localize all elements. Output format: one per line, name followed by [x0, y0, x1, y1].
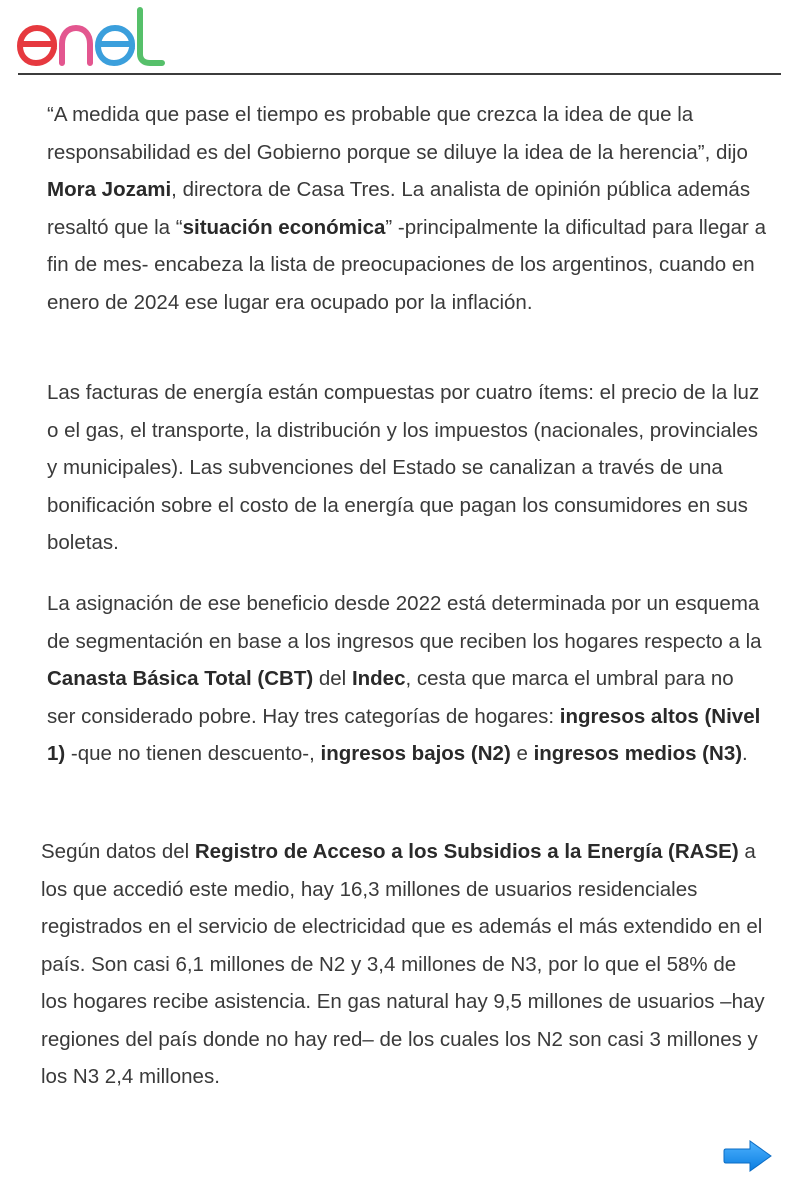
- arrow-right-icon[interactable]: [722, 1138, 774, 1174]
- page-header: [0, 0, 800, 76]
- bold-term: ingresos altos (Nivel 1): [47, 704, 761, 765]
- article-paragraph-4: Según datos del Registro de Acceso a los Subsidios a la Energía (RASE) a los que accedió este medio, hay 16,3 millones de usuarios residenciales registrados en el servicio de electricidad que es además el más extendido en el país. Son casi 6,1 millones de N2 y 3,4 millones de N3, por lo que el 58% de los hogares recibe asistencia. En gas natural hay 9,5 millones de usuarios –hay regiones del país donde no hay red– de los cuales los N2 son casi 3 millones y los N3 2,4 millones.: [41, 840, 765, 1088]
- bold-term: ingresos medios (N3): [533, 742, 743, 765]
- article-paragraph-1: “A medida que pase el tiempo es probable que crezca la idea de que la responsabilidad es del Gobierno porque se diluye la idea de la herencia”, dijo Mora Jozami, directora de Casa Tres. La analista de opinión pública además resaltó que la “situación económica” -principalmente la dificultad para llegar a fin de mes- encabeza la lista de preocupaciones de los argentinos, cuando en enero de 2024 ese lugar era ocupado por la inflación.: [47, 103, 766, 314]
- enel-logo-icon: [16, 6, 176, 70]
- article-paragraph-3: La asignación de ese beneficio desde 2022 está determinada por un esquema de segmentación en base a los ingresos que reciben los hogares respecto a la Canasta Básica Total (CBT) del Indec, cesta que marca el umbral para no ser considerado pobre. Hay tres categorías de hogares: ingresos altos (Nivel 1) -que no tienen descuento-, ingresos bajos (N2) e ingresos medios (N3).: [47, 592, 762, 765]
- bold-term: Indec: [351, 667, 406, 690]
- bold-name: Mora Jozami: [47, 178, 172, 201]
- bold-term: ingresos bajos (N2): [320, 742, 511, 765]
- bold-term: Canasta Básica Total (CBT): [47, 667, 314, 690]
- bold-term: situación económica: [182, 215, 386, 239]
- bold-term: Registro de Acceso a los Subsidios a la Energía (RASE): [194, 840, 739, 863]
- article-paragraph-2: Las facturas de energía están compuestas por cuatro ítems: el precio de la luz o el gas, el transporte, la distribución y los impuestos (nacionales, provinciales y municipales). Las subvenciones del Estado se canalizan a través de una bonificación sobre el costo de la energía que pagan los consumidores en sus boletas.: [47, 381, 760, 554]
- header-divider: [18, 73, 781, 75]
